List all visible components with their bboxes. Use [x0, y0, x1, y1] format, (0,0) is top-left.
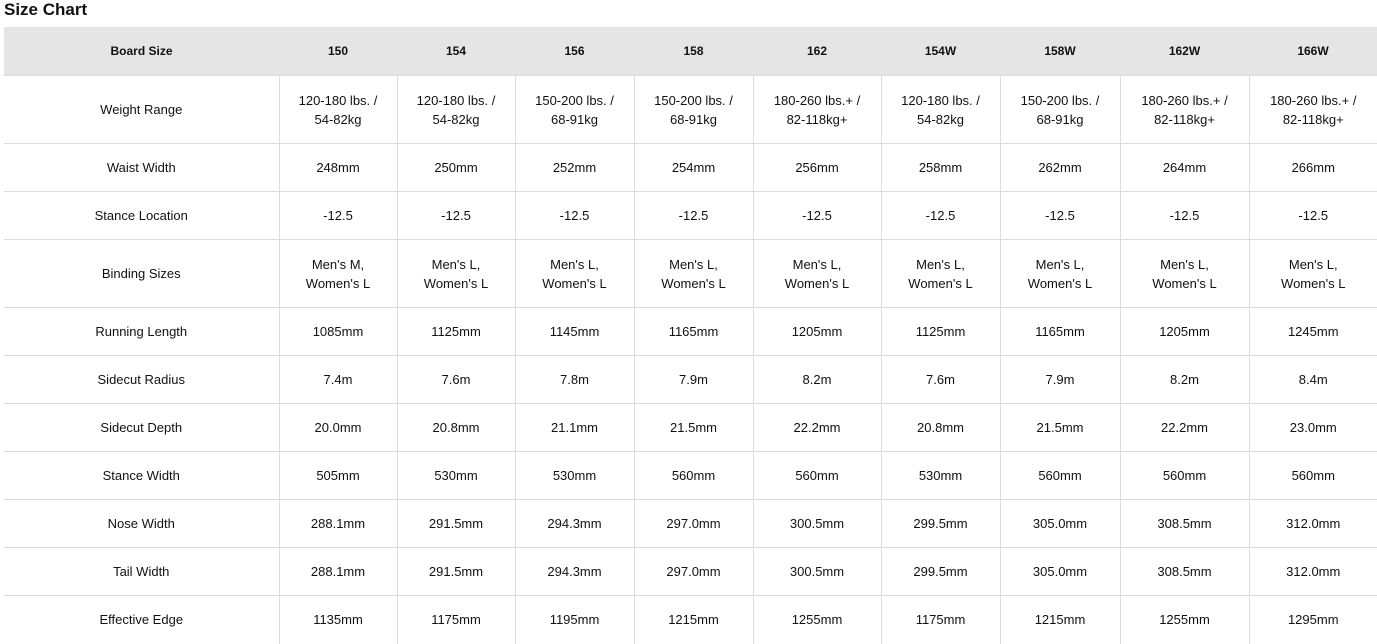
cell-text: 252mm	[552, 160, 597, 175]
table-cell	[397, 500, 515, 548]
cell-text: 120-180 lbs. /	[901, 92, 980, 108]
row-label: Tail Width	[4, 548, 279, 596]
table-cell	[515, 356, 634, 404]
table-row	[4, 308, 1377, 356]
table-cell	[1120, 596, 1249, 644]
table-cell	[634, 500, 753, 548]
table-cell	[1120, 76, 1249, 144]
row-label: Effective Edge	[4, 596, 279, 644]
table-cell	[1000, 144, 1120, 192]
table-cell	[1120, 452, 1249, 500]
cell-text: 180-260 lbs.+ /	[1270, 92, 1357, 108]
table-cell	[881, 308, 1000, 356]
table-cell	[634, 240, 753, 308]
cell-text: Women's L	[1027, 275, 1093, 291]
table-cell	[515, 192, 634, 240]
table-cell	[881, 192, 1000, 240]
table-cell	[1120, 500, 1249, 548]
cell-text: 7.4m	[323, 372, 353, 387]
cell-text: Women's L	[661, 275, 726, 291]
table-cell	[1120, 144, 1249, 192]
table-cell	[881, 76, 1000, 144]
table-cell	[279, 596, 397, 644]
table-cell	[279, 356, 397, 404]
table-cell	[753, 144, 881, 192]
table-cell	[1120, 240, 1249, 308]
cell-text: -12.5	[559, 208, 590, 223]
cell-text: 262mm	[1038, 160, 1082, 175]
header-size-158: 158	[634, 27, 753, 76]
cell-text: Men's L,	[1035, 256, 1085, 272]
row-label: Running Length	[4, 308, 279, 356]
cell-text: 291.5mm	[428, 564, 484, 579]
table-cell	[1120, 356, 1249, 404]
row-label: Nose Width	[4, 500, 279, 548]
table-cell	[753, 356, 881, 404]
table-cell	[1000, 500, 1120, 548]
table-row	[4, 596, 1377, 644]
table-cell	[279, 144, 397, 192]
table-cell	[753, 404, 881, 452]
cell-text: -12.5	[1298, 208, 1329, 223]
table-cell	[515, 144, 634, 192]
cell-text: 68-91kg	[551, 111, 598, 127]
cell-text: 505mm	[316, 468, 360, 483]
cell-text: -12.5	[441, 208, 471, 223]
table-cell	[1000, 76, 1120, 144]
cell-text: 530mm	[552, 468, 597, 483]
row-label: Binding Sizes	[4, 240, 279, 308]
cell-text: 180-260 lbs.+ /	[1141, 92, 1228, 108]
cell-text: 250mm	[434, 160, 478, 175]
cell-text: 291.5mm	[428, 516, 484, 531]
cell-text: 560mm	[1162, 468, 1207, 483]
table-cell	[1120, 308, 1249, 356]
cell-text: 308.5mm	[1157, 564, 1212, 579]
table-row	[4, 500, 1377, 548]
cell-text: 300.5mm	[789, 516, 845, 531]
row-label: Stance Location	[4, 192, 279, 240]
cell-text: 20.8mm	[432, 420, 480, 435]
cell-text: 8.2m	[802, 372, 832, 387]
cell-text: 308.5mm	[1157, 516, 1212, 531]
cell-text: 120-180 lbs. /	[416, 92, 496, 108]
cell-text: -12.5	[802, 208, 832, 223]
cell-text: 180-260 lbs.+ /	[773, 92, 861, 108]
header-size-154w: 154W	[881, 27, 1000, 76]
cell-text: 150-200 lbs. /	[1020, 92, 1100, 108]
table-row	[4, 76, 1377, 144]
cell-text: 1195mm	[549, 612, 600, 628]
table-row	[4, 452, 1377, 500]
row-label: Waist Width	[4, 144, 279, 192]
table-cell	[1249, 452, 1377, 500]
cell-text: 82-118kg+	[1282, 111, 1344, 127]
cell-text: 21.5mm	[1036, 420, 1084, 435]
table-cell	[753, 240, 881, 308]
cell-text: 1145mm	[549, 324, 600, 339]
cell-text: 530mm	[434, 468, 478, 483]
cell-text: 266mm	[1291, 160, 1335, 175]
table-cell	[515, 548, 634, 596]
cell-text: 82-118kg+	[1154, 111, 1215, 127]
table-row	[4, 356, 1377, 404]
table-cell	[279, 452, 397, 500]
table-cell	[397, 308, 515, 356]
cell-text: 1295mm	[1287, 612, 1339, 628]
table-cell	[634, 452, 753, 500]
cell-text: -12.5	[1169, 208, 1200, 223]
cell-text: Women's L	[305, 275, 371, 291]
cell-text: 7.6m	[926, 372, 955, 387]
table-cell	[634, 308, 753, 356]
cell-text: 297.0mm	[666, 564, 721, 579]
table-cell	[1120, 404, 1249, 452]
table-cell	[515, 308, 634, 356]
table-cell	[279, 548, 397, 596]
table-cell	[753, 596, 881, 644]
cell-text: 299.5mm	[913, 564, 968, 579]
size-chart-table-container	[4, 27, 1377, 644]
table-cell	[881, 144, 1000, 192]
cell-text: 23.0mm	[1289, 420, 1337, 435]
table-cell	[397, 76, 515, 144]
table-cell	[881, 500, 1000, 548]
table-cell	[279, 76, 397, 144]
cell-text: Men's L,	[916, 256, 965, 272]
cell-text: Women's L	[1281, 275, 1346, 291]
table-cell	[1249, 548, 1377, 596]
table-row	[4, 192, 1377, 240]
cell-text: 7.6m	[441, 372, 471, 387]
row-label: Stance Width	[4, 452, 279, 500]
table-cell	[1249, 240, 1377, 308]
table-cell	[1000, 192, 1120, 240]
cell-text: 1245mm	[1287, 324, 1339, 339]
row-label: Sidecut Depth	[4, 404, 279, 452]
table-cell	[881, 548, 1000, 596]
cell-text: 297.0mm	[666, 516, 721, 531]
cell-text: 294.3mm	[547, 516, 602, 531]
header-label-cell: Board Size	[4, 27, 279, 76]
cell-text: 54-82kg	[314, 111, 362, 127]
cell-text: 54-82kg	[917, 111, 964, 127]
cell-text: 560mm	[1038, 468, 1082, 483]
cell-text: Women's L	[423, 275, 489, 291]
table-cell	[1249, 308, 1377, 356]
table-cell	[397, 452, 515, 500]
cell-text: 54-82kg	[432, 111, 480, 127]
table-cell	[753, 548, 881, 596]
table-cell	[1249, 596, 1377, 644]
table-cell	[1000, 548, 1120, 596]
cell-text: Men's L,	[550, 256, 599, 272]
header-size-162: 162	[753, 27, 881, 76]
cell-text: 305.0mm	[1032, 516, 1088, 531]
header-row	[4, 27, 1377, 76]
cell-text: 560mm	[1291, 468, 1335, 483]
table-cell	[279, 404, 397, 452]
cell-text: 1165mm	[1035, 324, 1085, 339]
cell-text: 254mm	[671, 160, 716, 175]
table-cell	[1120, 192, 1249, 240]
table-cell	[881, 356, 1000, 404]
cell-text: 22.2mm	[1161, 420, 1208, 435]
cell-text: 68-91kg	[1036, 111, 1084, 127]
cell-text: 258mm	[918, 160, 963, 175]
cell-text: Men's L,	[669, 256, 718, 272]
cell-text: 1175mm	[915, 612, 966, 628]
cell-text: Women's L	[1152, 275, 1217, 291]
cell-text: 7.8m	[560, 372, 589, 387]
table-cell	[397, 192, 515, 240]
table-cell	[881, 596, 1000, 644]
table-cell	[397, 548, 515, 596]
cell-text: Men's M,	[311, 256, 365, 272]
table-row	[4, 548, 1377, 596]
page-title: Size Chart	[4, 0, 88, 19]
table-cell	[1249, 500, 1377, 548]
cell-text: 120-180 lbs. /	[298, 92, 378, 108]
cell-text: 560mm	[671, 468, 716, 483]
cell-text: 312.0mm	[1286, 564, 1341, 579]
table-cell	[1249, 192, 1377, 240]
table-cell	[1249, 404, 1377, 452]
table-cell	[753, 308, 881, 356]
cell-text: Women's L	[908, 275, 973, 291]
table-cell	[515, 76, 634, 144]
cell-text: 1125mm	[431, 324, 481, 339]
cell-text: 1135mm	[313, 612, 363, 628]
table-cell	[515, 596, 634, 644]
cell-text: 82-118kg+	[786, 111, 848, 127]
table-cell	[515, 452, 634, 500]
cell-text: 20.8mm	[917, 420, 964, 435]
table-cell	[634, 404, 753, 452]
cell-text: 150-200 lbs. /	[535, 92, 614, 108]
table-cell	[634, 76, 753, 144]
table-cell	[397, 404, 515, 452]
table-cell	[1000, 308, 1120, 356]
table-row	[4, 404, 1377, 452]
cell-text: 1215mm	[1034, 612, 1086, 628]
cell-text: 7.9m	[679, 372, 708, 387]
cell-text: -12.5	[323, 208, 353, 223]
table-cell	[634, 192, 753, 240]
cell-text: 1175mm	[431, 612, 481, 628]
cell-text: 300.5mm	[789, 564, 845, 579]
header-size-154: 154	[397, 27, 515, 76]
cell-text: -12.5	[925, 208, 956, 223]
table-cell	[634, 596, 753, 644]
cell-text: 560mm	[795, 468, 839, 483]
table-cell	[753, 192, 881, 240]
cell-text: 1165mm	[668, 324, 719, 339]
table-cell	[279, 240, 397, 308]
table-cell	[753, 452, 881, 500]
cell-text: 1255mm	[1159, 612, 1210, 628]
cell-text: 288.1mm	[310, 564, 366, 579]
table-cell	[397, 240, 515, 308]
cell-text: 68-91kg	[670, 111, 717, 127]
table-cell	[397, 356, 515, 404]
header-size-158w: 158W	[1000, 27, 1120, 76]
table-cell	[279, 308, 397, 356]
cell-text: 1205mm	[1159, 324, 1210, 339]
cell-text: -12.5	[678, 208, 709, 223]
cell-text: Men's L,	[431, 256, 481, 272]
table-cell	[1249, 356, 1377, 404]
row-label: Weight Range	[4, 76, 279, 144]
table-cell	[1000, 240, 1120, 308]
cell-text: 21.5mm	[670, 420, 717, 435]
cell-text: 288.1mm	[310, 516, 366, 531]
table-cell	[753, 500, 881, 548]
cell-text: 7.9m	[1045, 372, 1075, 387]
table-cell	[279, 500, 397, 548]
cell-text: Women's L	[784, 275, 850, 291]
table-cell	[515, 404, 634, 452]
table-cell	[1249, 76, 1377, 144]
cell-text: 1125mm	[915, 324, 966, 339]
cell-text: 8.2m	[1170, 372, 1199, 387]
table-cell	[397, 144, 515, 192]
table-cell	[1000, 356, 1120, 404]
cell-text: 294.3mm	[547, 564, 602, 579]
cell-text: 530mm	[918, 468, 963, 483]
header-size-156: 156	[515, 27, 634, 76]
table-cell	[1249, 144, 1377, 192]
header-size-150: 150	[279, 27, 397, 76]
cell-text: 248mm	[316, 160, 360, 175]
table-cell	[881, 404, 1000, 452]
cell-text: 20.0mm	[314, 420, 362, 435]
table-body	[4, 76, 1377, 644]
table-cell	[634, 548, 753, 596]
table-cell	[634, 144, 753, 192]
cell-text: Men's L,	[792, 256, 842, 272]
cell-text: 150-200 lbs. /	[654, 92, 733, 108]
row-label: Sidecut Radius	[4, 356, 279, 404]
cell-text: Men's L,	[1288, 256, 1338, 272]
cell-text: 256mm	[795, 160, 839, 175]
size-chart-table	[4, 27, 1377, 644]
cell-text: 312.0mm	[1286, 516, 1341, 531]
cell-text: 21.1mm	[551, 420, 598, 435]
table-cell	[753, 76, 881, 144]
table-cell	[279, 192, 397, 240]
table-cell	[1120, 548, 1249, 596]
cell-text: 1215mm	[668, 612, 719, 628]
table-cell	[881, 452, 1000, 500]
table-cell	[634, 356, 753, 404]
table-row	[4, 240, 1377, 308]
header-size-162w: 162W	[1120, 27, 1249, 76]
cell-text: Men's L,	[1160, 256, 1209, 272]
table-cell	[515, 240, 634, 308]
cell-text: 22.2mm	[793, 420, 841, 435]
table-cell	[881, 240, 1000, 308]
cell-text: -12.5	[1045, 208, 1075, 223]
header-size-166w: 166W	[1249, 27, 1377, 76]
table-header	[4, 27, 1377, 76]
table-cell	[397, 596, 515, 644]
cell-text: 1205mm	[791, 324, 843, 339]
table-row	[4, 144, 1377, 192]
table-cell	[1000, 404, 1120, 452]
cell-text: 8.4m	[1298, 372, 1328, 387]
cell-text: Women's L	[542, 275, 607, 291]
cell-text: 1085mm	[312, 324, 364, 339]
cell-text: 305.0mm	[1032, 564, 1088, 579]
table-cell	[515, 500, 634, 548]
table-cell	[1000, 452, 1120, 500]
cell-text: 264mm	[1162, 160, 1207, 175]
cell-text: 1255mm	[791, 612, 843, 628]
cell-text: 299.5mm	[913, 516, 968, 531]
table-cell	[1000, 596, 1120, 644]
